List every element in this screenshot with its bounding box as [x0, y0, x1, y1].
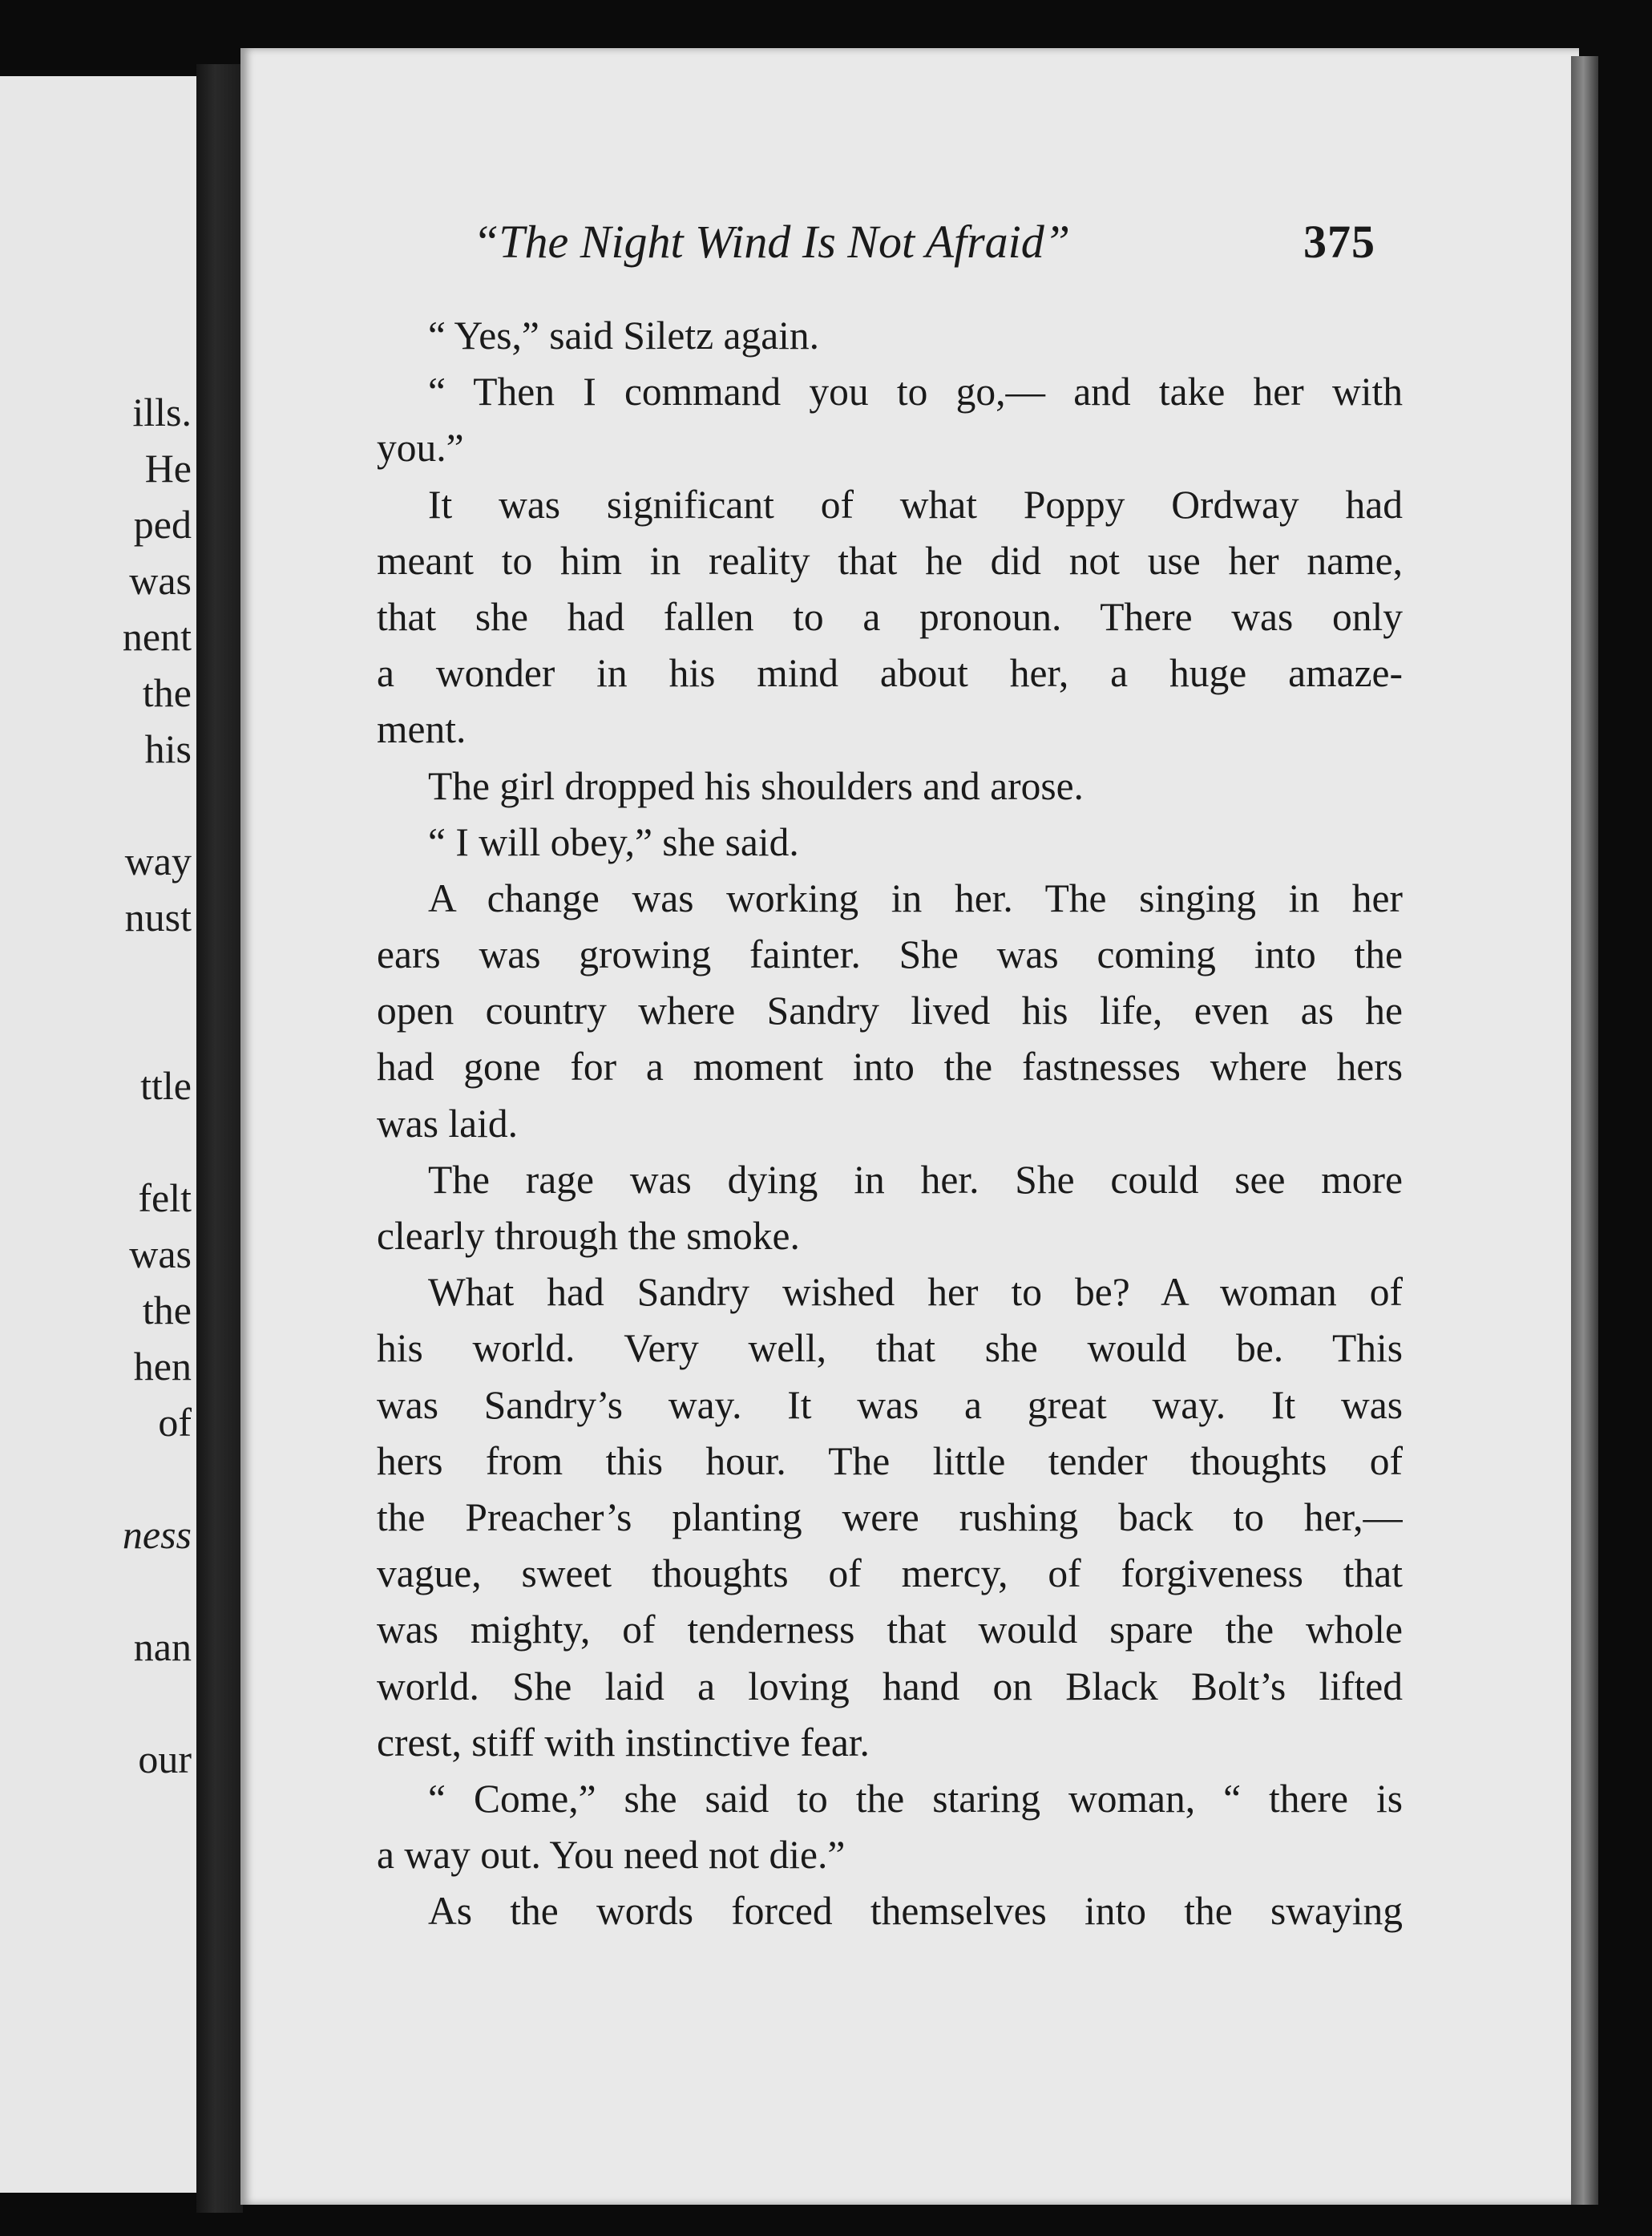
left-page-fragment — [0, 76, 201, 2193]
left-line: way — [124, 839, 192, 883]
text-line: world. She laid a loving hand on Black Bolt’s lifted — [377, 1664, 1403, 1708]
page-number: 375 — [1303, 216, 1375, 268]
text-line: “ Yes,” said Siletz again. — [428, 313, 820, 358]
text-line: A change was working in her. The singing in her — [428, 875, 1403, 920]
left-line: his — [144, 726, 192, 771]
text-line: a wonder in his mind about her, a huge amaze- — [377, 651, 1403, 696]
text-line: you.” — [377, 426, 464, 471]
text-line: clearly through the smoke. — [377, 1214, 800, 1258]
left-line: ped — [133, 502, 192, 547]
text-line: hers from this hour. The little tender thoughts of — [377, 1438, 1403, 1483]
text-line: The girl dropped his shoulders and arose. — [428, 763, 1084, 808]
left-line: He — [144, 446, 192, 491]
text-line: was mighty, of tenderness that would spare the whole — [377, 1607, 1403, 1652]
left-line: our — [138, 1737, 192, 1781]
running-title: “The Night Wind Is Not Afraid” — [473, 216, 1071, 268]
text-line: The rage was dying in her. She could see more — [428, 1157, 1403, 1202]
text-line: ears was growing fainter. She was coming into the — [377, 932, 1403, 977]
text-line: open country where Sandry lived his life, even as he — [377, 989, 1403, 1033]
left-line: ills. — [132, 390, 192, 435]
book-gutter — [196, 64, 243, 2213]
text-line: “ Come,” she said to the staring woman, “ there is — [428, 1776, 1403, 1821]
running-head — [454, 215, 1375, 287]
left-line: was — [129, 558, 192, 603]
text-line: a way out. You need not die.” — [377, 1833, 846, 1878]
left-line: ttle — [140, 1063, 192, 1108]
body-text — [377, 308, 1403, 1939]
text-line: his world. Very well, that she would be. This — [377, 1326, 1403, 1371]
left-line: was — [129, 1231, 192, 1276]
text-line: “ I will obey,” she said. — [428, 819, 799, 864]
left-line: nan — [133, 1624, 192, 1669]
left-line: nust — [124, 895, 192, 940]
text-line: ment. — [377, 707, 467, 752]
text-line: the Preacher’s planting were rushing back to her,— — [377, 1494, 1403, 1539]
left-line: hen — [133, 1344, 192, 1389]
text-line: was laid. — [377, 1101, 518, 1146]
text-line: vague, sweet thoughts of mercy, of forgiveness that — [377, 1551, 1403, 1596]
left-line: the — [142, 670, 192, 715]
left-line: the — [142, 1288, 192, 1332]
text-line: What had Sandry wished her to be? A woman of — [428, 1270, 1403, 1315]
left-line: nent — [122, 614, 192, 659]
text-line: meant to him in reality that he did not use her name, — [377, 538, 1403, 583]
left-line: felt — [138, 1175, 192, 1220]
text-line: “ Then I command you to go,— and take her with — [428, 370, 1403, 414]
text-line: It was significant of what Poppy Ordway had — [428, 482, 1403, 527]
text-line: that she had fallen to a pronoun. There was only — [377, 594, 1403, 639]
left-line: of — [158, 1400, 192, 1445]
left-line: ness — [122, 1512, 192, 1557]
text-line: crest, stiff with instinctive fear. — [377, 1720, 870, 1765]
text-line: had gone for a moment into the fastnesses where hers — [377, 1045, 1403, 1090]
page-edge — [1571, 56, 1598, 2205]
text-line: As the words forced themselves into the swaying — [428, 1889, 1403, 1934]
text-line: was Sandry’s way. It was a great way. It was — [377, 1382, 1403, 1427]
